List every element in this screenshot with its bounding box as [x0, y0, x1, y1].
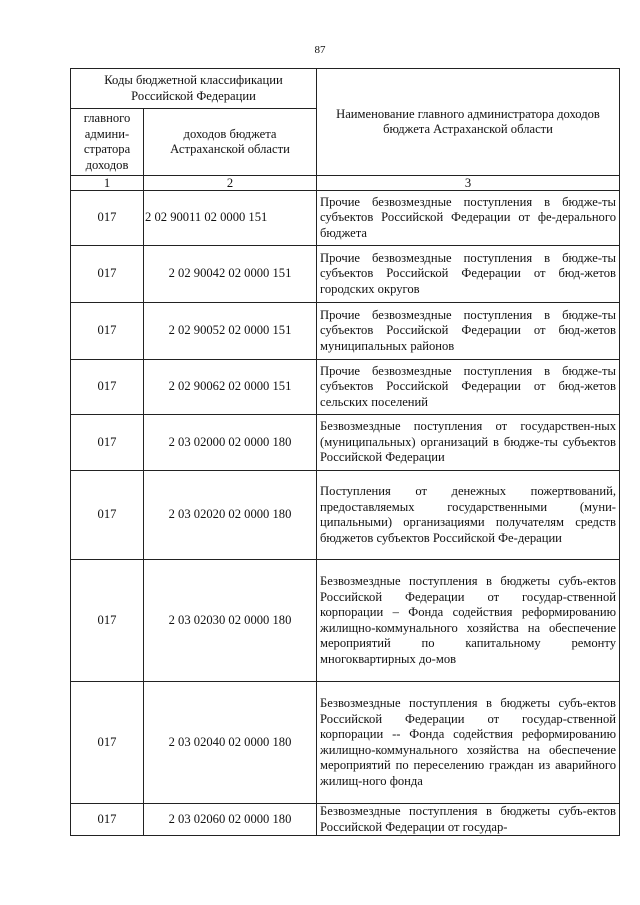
income-name-cell: Прочие безвозмездные поступления в бюдже-ты субъектов Российской Федерации от фе-дерального бюджета: [317, 191, 620, 246]
budget-code-cell: 2 03 02000 02 0000 180: [144, 415, 317, 471]
budget-code-cell: 2 02 90042 02 0000 151: [144, 246, 317, 303]
income-name-cell: Прочие безвозмездные поступления в бюдже-ты субъектов Российской Федерации от бюд-жетов городских округов: [317, 246, 620, 303]
budget-code-cell: 2 03 02060 02 0000 180: [144, 804, 317, 836]
admin-code-cell: 017: [71, 191, 144, 246]
admin-code-cell: 017: [71, 682, 144, 804]
table-row: [71, 415, 620, 471]
income-name-cell: Безвозмездные поступления в бюджеты субъ-ектов Российской Федерации от государ-ственной корпорации – Фонда содействия реформированию жилищно-коммунального хозяйства на обеспечение мероприятий по капитальному ремонту многоквартирных до-мов: [317, 560, 620, 682]
income-name-cell: Безвозмездные поступления в бюджеты субъ-ектов Российской Федерации от государ-: [317, 804, 620, 836]
budget-classification-table: [70, 68, 620, 836]
table-row: [71, 360, 620, 415]
admin-code-cell: 017: [71, 360, 144, 415]
header-col-code: доходов бюджета Астраханской области: [144, 109, 317, 176]
budget-code-cell: 2 02 90011 02 0000 151: [144, 191, 317, 246]
table-row: [71, 303, 620, 360]
income-name-cell: Поступления от денежных пожертвований, предоставляемых государственными (муни-ципальными) организациями получателям средств бюджетов субъектов Российской Фе-дерации: [317, 471, 620, 560]
table-row: [71, 471, 620, 560]
budget-code-cell: 2 03 02030 02 0000 180: [144, 560, 317, 682]
table-row: [71, 246, 620, 303]
income-name-cell: Прочие безвозмездные поступления в бюдже-ты субъектов Российской Федерации от бюд-жетов сельских поселений: [317, 360, 620, 415]
admin-code-cell: 017: [71, 415, 144, 471]
admin-code-cell: 017: [71, 471, 144, 560]
income-name-cell: Прочие безвозмездные поступления в бюдже-ты субъектов Российской Федерации от бюд-жетов муниципальных районов: [317, 303, 620, 360]
page-number: 87: [314, 44, 326, 56]
budget-code-cell: 2 02 90052 02 0000 151: [144, 303, 317, 360]
budget-code-cell: 2 03 02040 02 0000 180: [144, 682, 317, 804]
admin-code-cell: 017: [71, 560, 144, 682]
budget-code-cell: 2 02 90062 02 0000 151: [144, 360, 317, 415]
header-col-admin: главного админи-стратора доходов: [71, 109, 144, 176]
admin-code-cell: 017: [71, 303, 144, 360]
income-name-cell: Безвозмездные поступления в бюджеты субъ-ектов Российской Федерации от государ-ственной корпорации -- Фонда содействия реформированию жилищно-коммунального хозяйства на обеспечение мероприятий по переселению граждан из аварийного жилищ-ного фонда: [317, 682, 620, 804]
admin-code-cell: 017: [71, 246, 144, 303]
admin-code-cell: 017: [71, 804, 144, 836]
table-row: [71, 682, 620, 804]
table-row: [71, 804, 620, 836]
header-group-title: Коды бюджетной классификации Российской Федерации: [71, 69, 317, 109]
header-num-3: 3: [317, 176, 620, 191]
header-num-2: 2: [144, 176, 317, 191]
table-row: [71, 191, 620, 246]
budget-code-cell: 2 03 02020 02 0000 180: [144, 471, 317, 560]
header-num-1: 1: [71, 176, 144, 191]
table-row: [71, 560, 620, 682]
header-col-name: Наименование главного администратора доходов бюджета Астраханской области: [317, 69, 620, 176]
income-name-cell: Безвозмездные поступления от государствен-ных (муниципальных) организаций в бюдже-ты субъектов Российской Федерации: [317, 415, 620, 471]
